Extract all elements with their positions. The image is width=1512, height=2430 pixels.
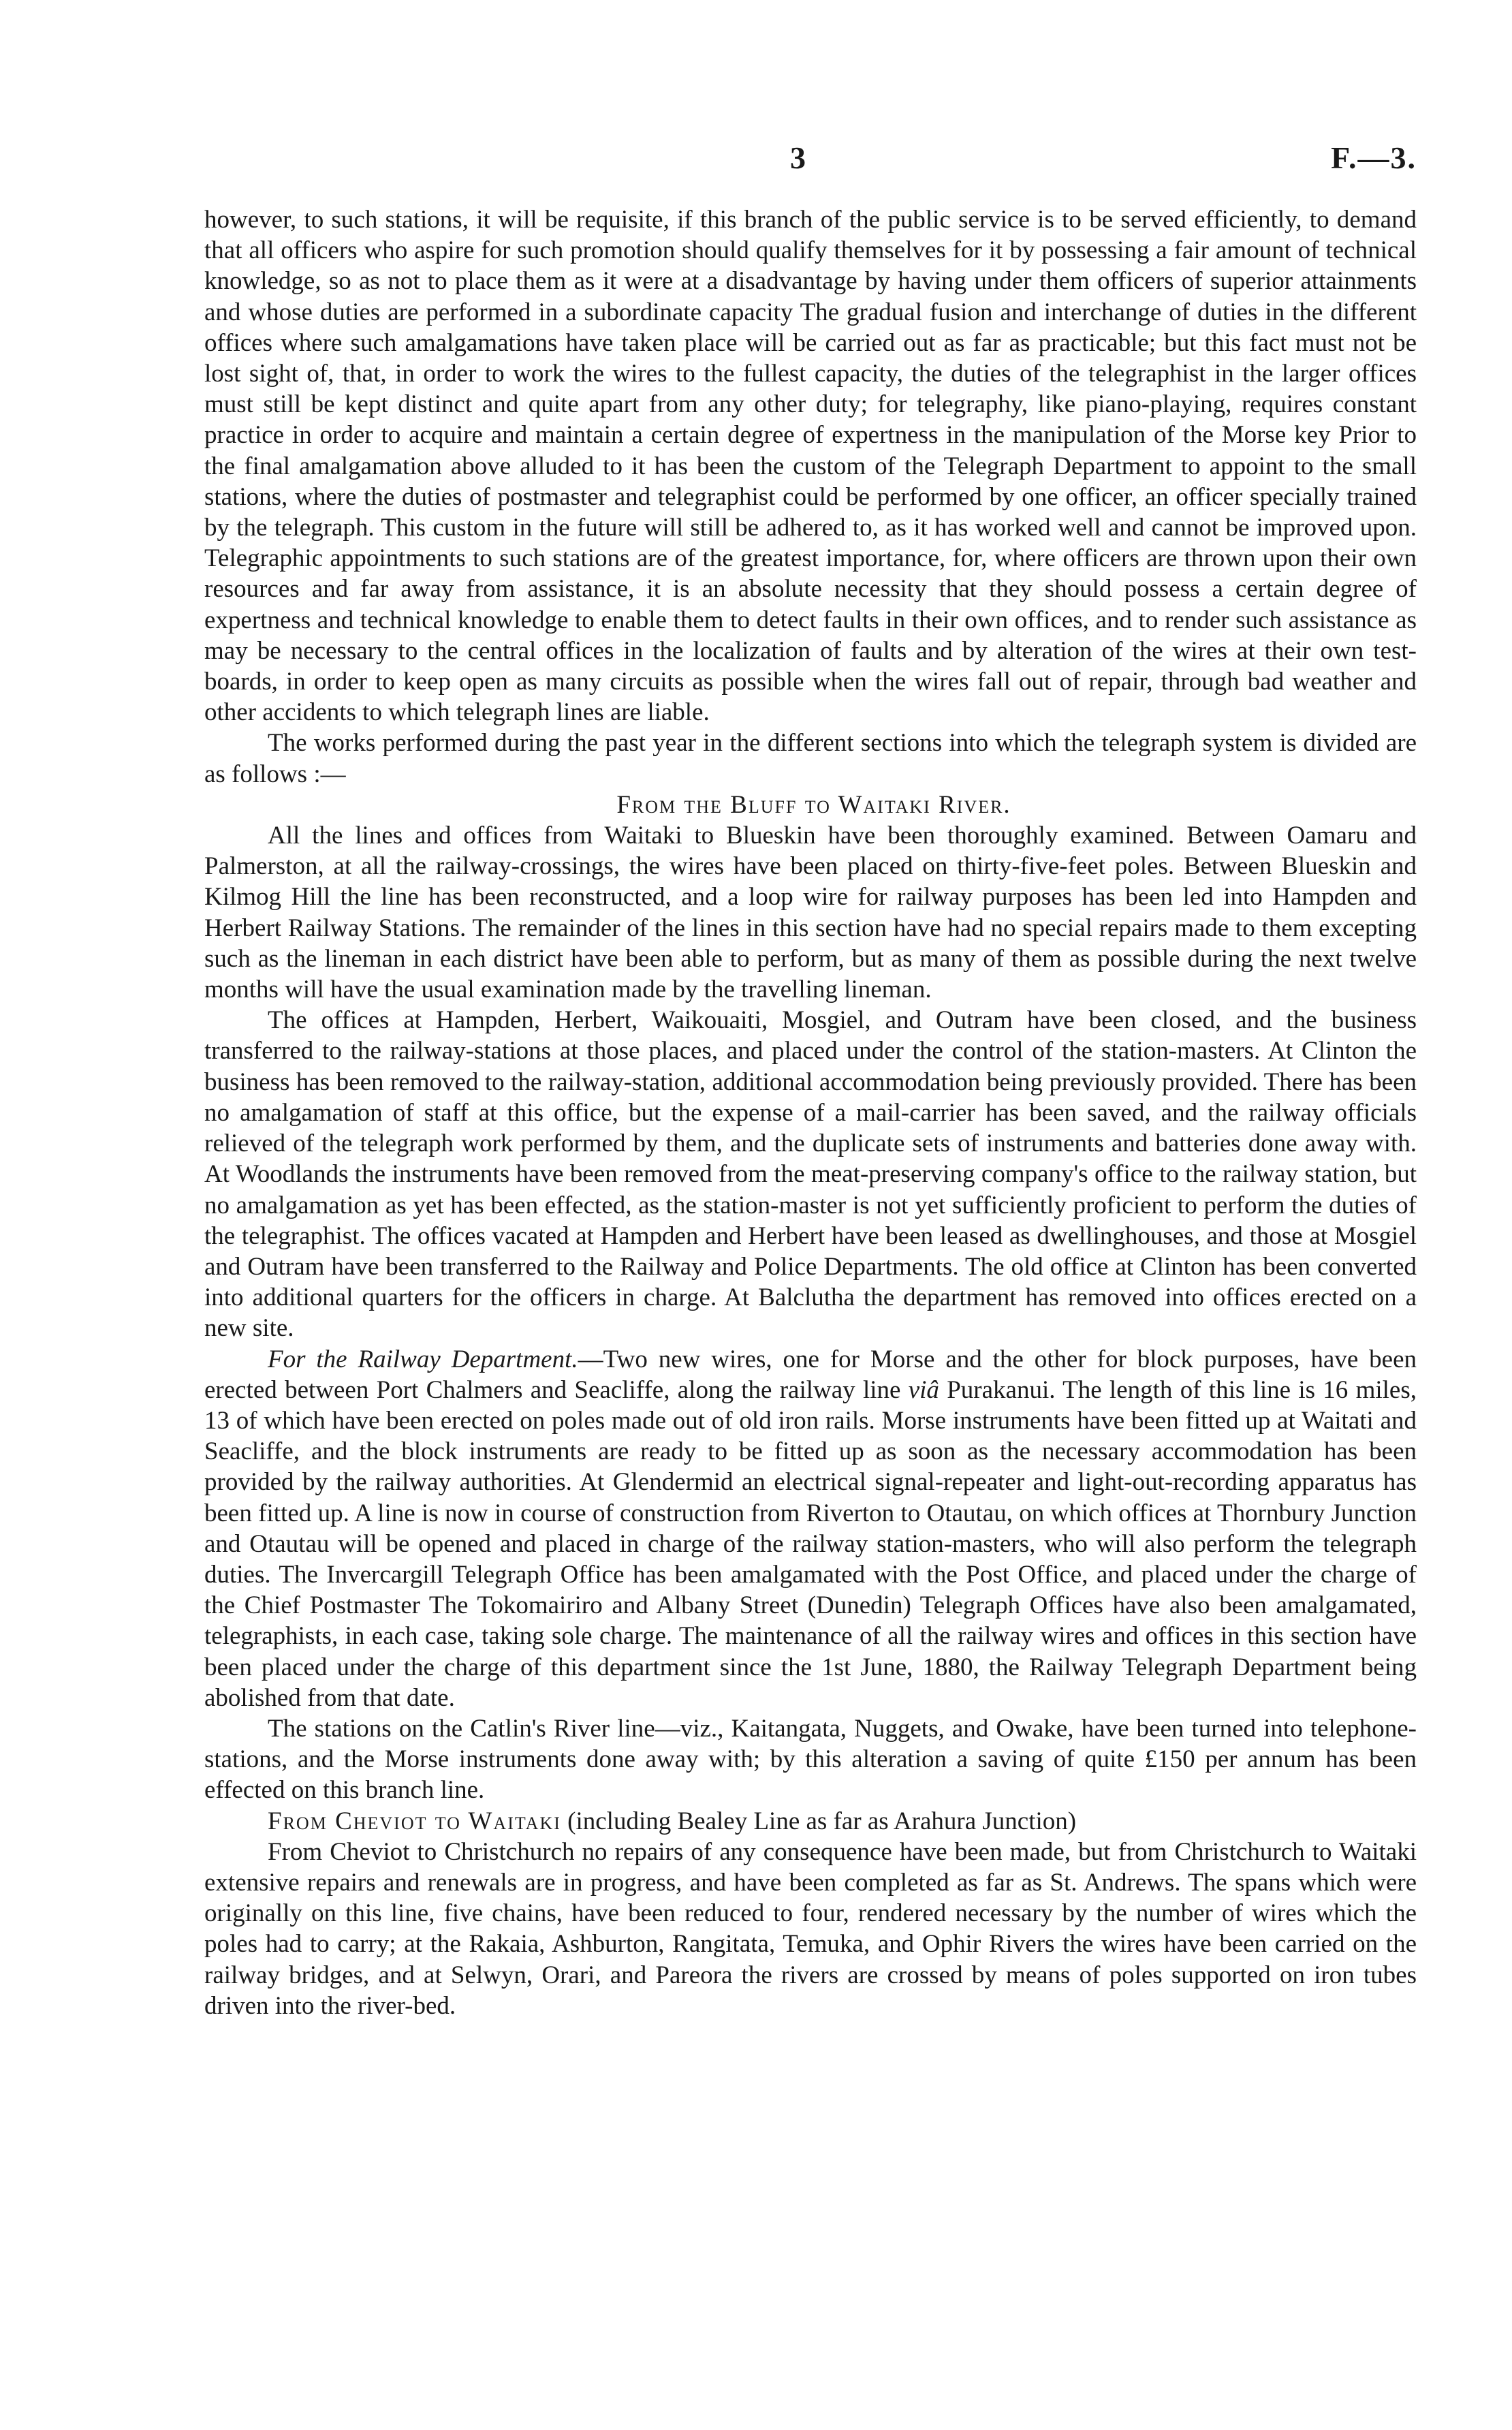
paragraph: The offices at Hampden, Herbert, Waikouaiti, Mosgiel, and Outram have been closed, and the business transferred to the railway-stations at those places, and placed under the control of the station-masters. At Clinton the business has been removed to the railway-station, additional accommodation being previously provided. There has been no amalgamation of staff at this office, but the expense of a mail-carrier has been saved, and the railway officials relieved of the telegraph work performed by them, and the duplicate sets of instruments and batteries done away with. At Woodlands the instruments have been removed from the meat-preserving company's office to the railway station, but no amalgamation as yet has been effected, as the station-master is not yet sufficiently proficient to perform the duties of the telegraphist. The offices vacated at Hampden and Herbert have been leased as dwellinghouses, and those at Mosgiel and Outram have been transferred to the Railway and Police Departments. The old office at Clinton has been converted into additional quarters for the officers in charge. At Balclutha the department has removed into offices erected on a new site. — [204, 1006, 1417, 1343]
heading-small-caps: From Cheviot to Waitaki — [268, 1807, 561, 1835]
paragraph-continuation: however, to such stations, it will be requisite, if this branch of the public service is to be served efficiently, to demand that all officers who aspire for such promotion should qualify themselves for it by possessing a fair amount of technical knowledge, so as not to place them as it were at a disadvantage by having under them officers of superior attainments and whose duties are performed in a subordinate capacity The gradual fusion and interchange of duties in the different offices where such amalgamations have taken place will be carried out as far as practicable; but this fact must not be lost sight of, that, in order to work the wires to the fullest capacity, the duties of the telegraphist in the larger offices must still be kept distinct and quite apart from any other duty; for telegraphy, like piano-playing, requires constant practice in order to acquire and maintain a certain degree of expertness in the manipulation of the Morse key Prior to the final amalgamation above alluded to it has been the custom of the Telegraph Department to appoint to the small stations, where the duties of postmaster and telegraphist could be performed by one officer, an officer specially trained by the telegraph. This custom in the future will still be adhered to, as it has worked well and cannot be improved upon. Telegraphic appointments to such stations are of the greatest importance, for, where officers are thrown upon their own resources and far away from assistance, it is an absolute necessity that they should possess a certain degree of expertness and technical knowledge to enable them to detect faults in their own offices, and to render such assistance as may be necessary to the central offices in the localization of faults and by alteration of the wires at their own test-boards, in order to keep open as many circuits as possible when the wires fall out of repair, through bad weather and other accidents to which telegraph lines are liable. — [204, 206, 1417, 727]
document-reference: F.—3. — [1331, 140, 1417, 175]
page-number: 3 — [790, 140, 806, 175]
paragraph-text: Purakanui. The length of this line is 16 miles, 13 of which have been erected on poles made out of old iron rails. Morse instruments have been fitted up at Waitati and Seacliffe, and the block instruments are ready to be fitted up as soon as the necessary accommodation has been provided by the railway authorities. At Glendermid an electrical signal-repeater and light-out-recording apparatus has been fitted up. A line is now in course of construction from Riverton to Otautau, on which offices at Thornbury Junction and Otautau will be opened and placed in charge of the railway station-masters, who will also perform the telegraph duties. The Invercargill Telegraph Office has been amalgamated with the Post Office, and placed under the charge of the Chief Postmaster The Tokomairiro and Albany Street (Dunedin) Telegraph Offices have also been amalgamated, telegraphists, in each case, taking sole charge. The maintenance of all the railway wires and offices in this section have been placed under the charge of this department since the 1st June, 1880, the Railway Telegraph Department being abolished from that date. — [204, 1375, 1417, 1712]
paragraph: From Cheviot to Christchurch no repairs of any consequence have been made, but from Christchurch to Waitaki extensive repairs and renewals are in progress, and have been completed as far as St. Andrews. The spans which were originally on this line, five chains, have been reduced to four, rendered necessary by the number of wires which the poles had to carry; at the Rakaia, Ashburton, Rangitata, Temuka, and Ophir Rivers the wires have been carried on the railway bridges, and at Selwyn, Orari, and Pareora the rivers are crossed by means of poles supported on iron tubes driven into the river-bed. — [204, 1837, 1417, 2020]
paragraph: All the lines and offices from Waitaki to Blueskin have been thoroughly examined. Between Oamaru and Palmerston, at all the railway-crossings, the wires have been placed on thirty-five-feet poles. Between Blueskin and Kilmog Hill the line has been reconstructed, and a loop wire for railway purposes has been led into Hampden and Herbert Railway Stations. The remainder of the lines in this section have had no special repairs made to them excepting such as the lineman in each district have been able to perform, but as many of them as possible during the next twelve months will have the usual examination made by the travelling lineman. — [204, 822, 1417, 1004]
italic-lead: For the Railway Department. — [268, 1345, 578, 1373]
paragraph: The stations on the Catlin's River line—viz., Kaitangata, Nuggets, and Owake, have been turned into telephone-stations, and the Morse instruments done away with; by this alteration a saving of quite £150 per annum has been effected on this branch line. — [204, 1714, 1417, 1805]
paragraph-railway-department — [204, 1344, 1417, 1713]
paragraph: The works performed during the past year in the different sections into which the telegraph system is divided are as follows :— — [204, 729, 1417, 788]
page-header — [204, 140, 1417, 181]
paragraph-text: —Two new wires, one for Morse and the other for block purposes, have been erected between Port Chalmers and Seacliffe, along the railway line — [204, 1345, 1417, 1404]
document-body — [204, 204, 1417, 2021]
heading-rest: (including Bealey Line as far as Arahura Junction) — [561, 1807, 1077, 1835]
italic-word: viâ — [908, 1375, 939, 1404]
section-heading-cheviot-waitaki — [204, 1806, 1417, 1837]
section-heading-bluff-waitaki: From the Bluff to Waitaki River. — [616, 790, 1011, 819]
